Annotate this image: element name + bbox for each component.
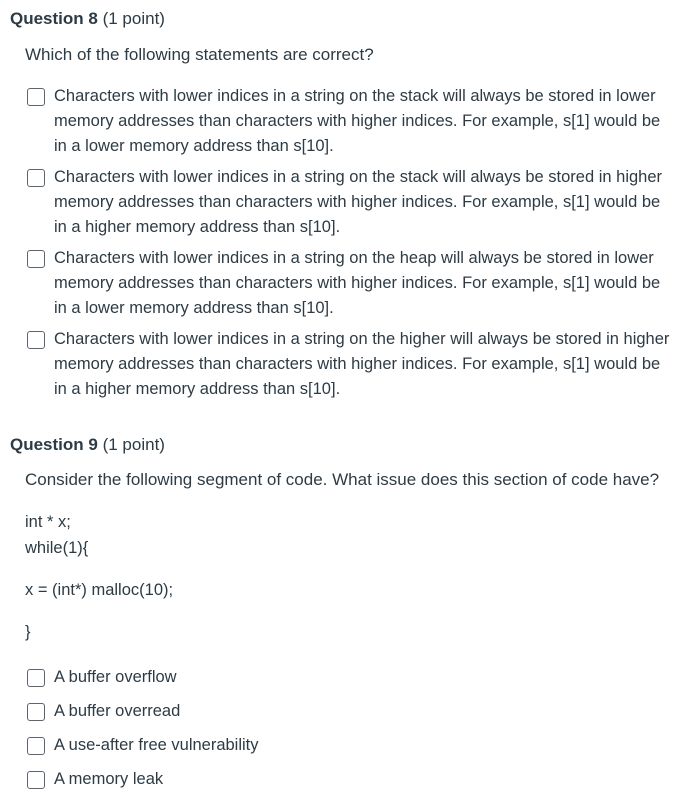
- question-9-option-4-text: A memory leak: [54, 770, 164, 788]
- code-line-4: }: [25, 623, 31, 641]
- question-9-option-2-checkbox[interactable]: [27, 703, 45, 721]
- question-8-option-1-checkbox[interactable]: [27, 88, 45, 106]
- question-8-option-4-checkbox[interactable]: [27, 331, 45, 349]
- question-8-header: [10, 8, 165, 30]
- question-8-option-3-text: Characters with lower indices in a string on the heap will always be stored in lower memory addresses than characters with higher indices. For example, s[1] would be in a lower memory address than s[10].: [54, 249, 661, 317]
- question-9-title: Question 9: [10, 435, 98, 454]
- question-9-option-1-text: A buffer overflow: [54, 668, 177, 686]
- question-9-option-2-text: A buffer overread: [54, 702, 181, 720]
- question-9-option-1-checkbox[interactable]: [27, 669, 45, 687]
- question-8-points: (1 point): [102, 9, 165, 28]
- question-8-prompt: Which of the following statements are correct?: [25, 45, 374, 64]
- question-8-title: Question 8: [10, 9, 98, 28]
- code-line-2: while(1){: [25, 539, 89, 557]
- question-9-option-3-checkbox[interactable]: [27, 737, 45, 755]
- question-8-option-2-checkbox[interactable]: [27, 169, 45, 187]
- question-8-option-1-text: Characters with lower indices in a string on the stack will always be stored in lower memory addresses than characters with higher indices. For example, s[1] would be in a lower memory address than s[10].: [54, 87, 661, 155]
- question-8-option-4-text: Characters with lower indices in a string on the higher will always be stored in higher memory addresses than characters with higher indices. For example, s[1] would be in a higher memory address than s[10].: [54, 330, 670, 398]
- question-9-option-3-text: A use-after free vulnerability: [54, 736, 259, 754]
- question-8-option-2-text: Characters with lower indices in a string on the stack will always be stored in higher memory addresses than characters with higher indices. For example, s[1] would be in a higher memory address than s[10].: [54, 168, 663, 236]
- question-9-points: (1 point): [102, 435, 165, 454]
- question-9-option-4-checkbox[interactable]: [27, 771, 45, 789]
- question-9-prompt: Consider the following segment of code. What issue does this section of code have?: [25, 470, 660, 489]
- code-line-3: x = (int*) malloc(10);: [25, 581, 174, 599]
- code-line-1: int * x;: [25, 513, 71, 531]
- question-8-option-3-checkbox[interactable]: [27, 250, 45, 268]
- question-9-header: [10, 434, 165, 456]
